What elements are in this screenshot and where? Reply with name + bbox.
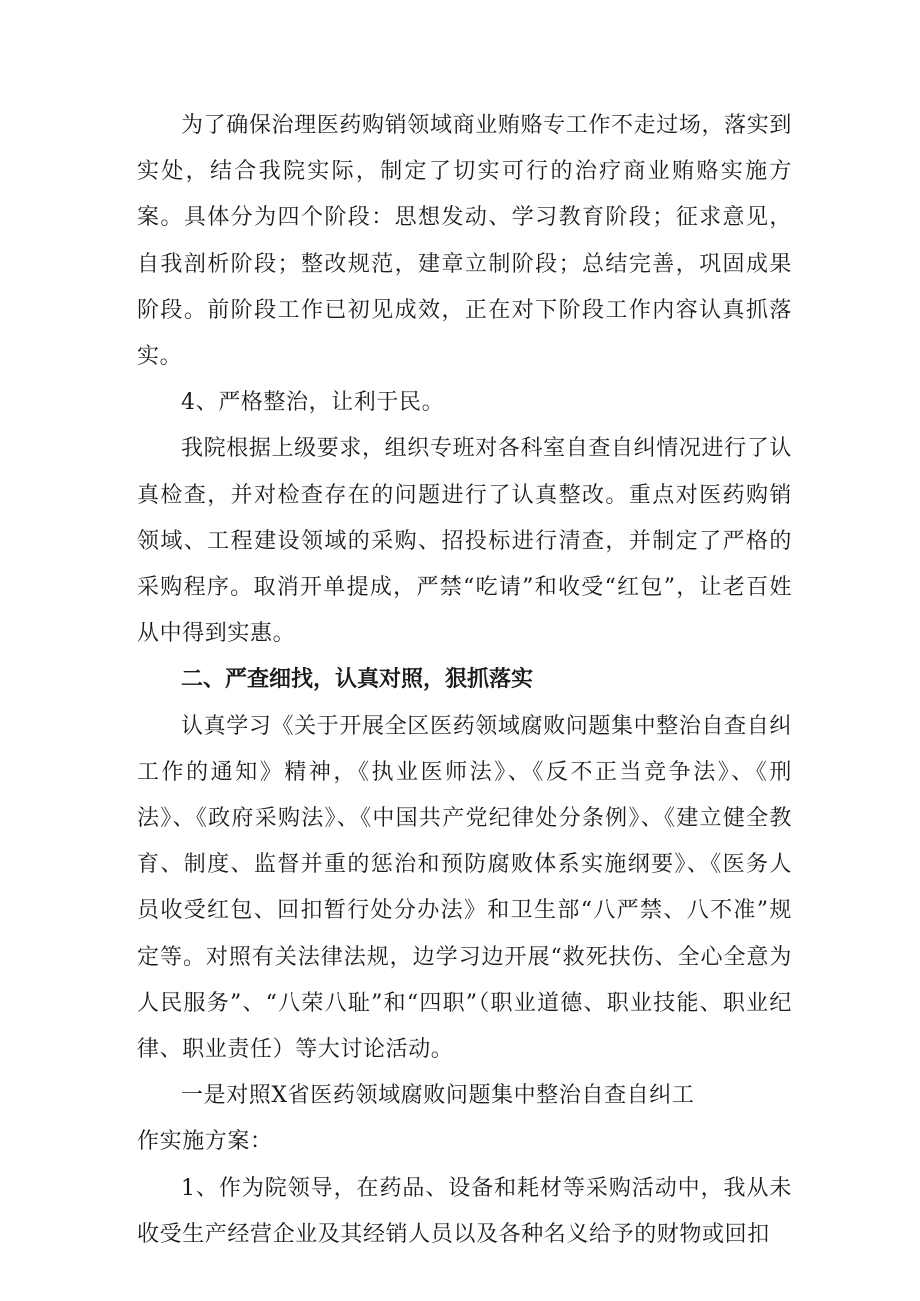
paragraph-line: 作实施方案： — [137, 1129, 273, 1155]
paragraph-leader-statement: 1、作为院领导，在药品、设备和耗材等采购活动中，我从未收受生产经营企业及其经销人员以及各种名义给予的财物或回扣 — [137, 1175, 792, 1247]
paragraph-rectification-title: 4、严格整治，让利于民。 — [181, 390, 445, 416]
paragraph-study-laws: 认真学习《关于开展全区医药领域腐败问题集中整治自查自纠工作的通知》精神，《执业医师法》、《反不正当竞争法》、《刑法》、《政府采购法》、《中国共产党纪律处分条例》、《建立健全教育、制度、监督并重的惩治和预防腐败体系实施纲要》、《医务人员收受红包、回扣暂行处分办法》和卫生部“八严禁、八不准”规定等。对照有关法律法规，边学习边开展“救死扶伤、全心全意为人民服务”、“八荣八耻”和“四职”（职业道德、职业技能、职业纪律、职业责任）等大讨论活动。 — [137, 713, 792, 1063]
paragraph-comparison-plan — [137, 1073, 792, 1165]
paragraph-inspection: 我院根据上级要求，组织专班对各科室自查自纠情况进行了认真检查，并对检查存在的问题进行了认真整改。重点对医药购销领域、工程建设领域的采购、招投标进行清查，并制定了严格的采购程序。取消开单提成，严禁“吃请”和收受“红包”，让老百姓从中得到实惠。 — [137, 436, 792, 647]
paragraph-implementation-plan: 为了确保治理医药购销领域商业贿赂专工作不走过场，落实到实处，结合我院实际，制定了切实可行的治疗商业贿赂实施方案。具体分为四个阶段：思想发动、学习教育阶段；征求意见，自我剖析阶段；整改规范，建章立制阶段；总结完善，巩固成果阶段。前阶段工作已初见成效，正在对下阶段工作内容认真抓落实。 — [137, 113, 792, 370]
document-page — [137, 103, 792, 1258]
section-heading-two: 二、严查细找，认真对照，狠抓落实 — [181, 667, 534, 693]
paragraph-line: 一是对照X省医药领域腐败问题集中整治自查自纠工 — [181, 1083, 695, 1109]
